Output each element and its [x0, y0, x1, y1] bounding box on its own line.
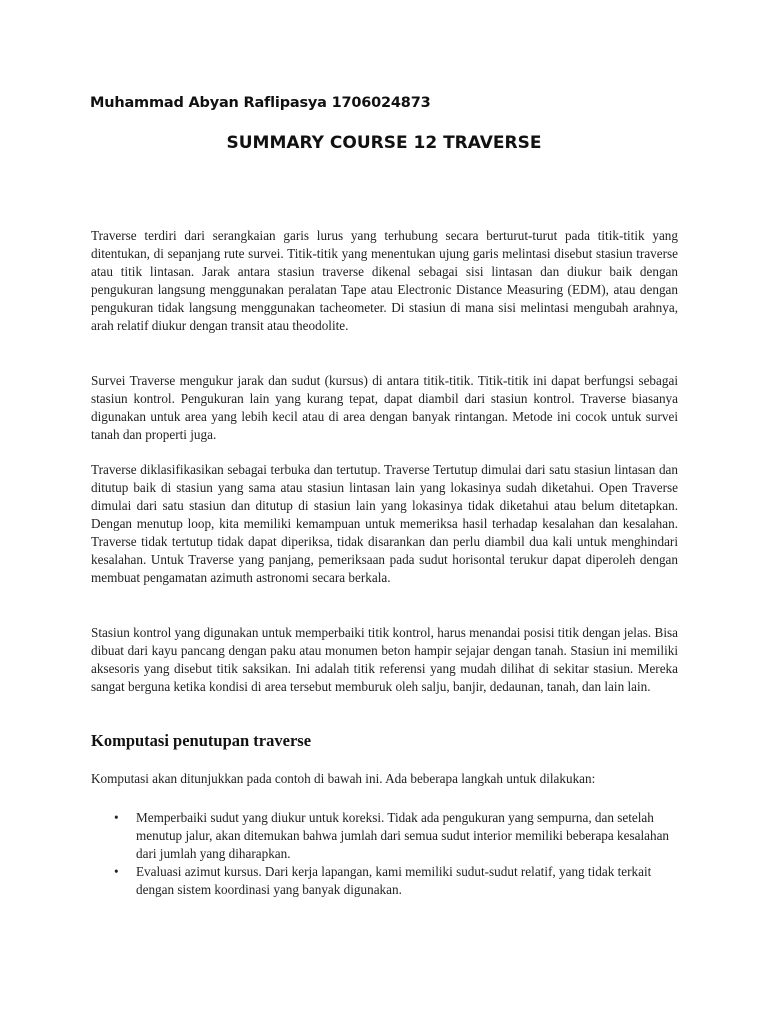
paragraph-control-stations: Stasiun kontrol yang digunakan untuk memperbaiki titik kontrol, harus menandai posisi titik dengan jelas. Bisa dibuat dari kayu pancang dengan paku atau monumen beton hampir sejajar dengan tanah. Stasiun ini memiliki aksesoris yang disebut titik saksikan. Ini adalah titik referensi yang mudah dilihat di sekitar stasiun. Mereka sangat berguna ketika kondisi di area tersebut memburuk oleh salju, banjir, dedaunan, tanah, dan lain lain.: [91, 625, 678, 694]
list-item-text: Evaluasi azimut kursus. Dari kerja lapangan, kami memiliki sudut-sudut relatif, yang tidak terkait dengan sistem koordinasi yang banyak digunakan.: [136, 864, 652, 897]
paragraph-classification: Traverse diklasifikasikan sebagai terbuka dan tertutup. Traverse Tertutup dimulai dari satu stasiun lintasan dan ditutup baik di stasiun yang sama atau stasiun lintasan lain yang lokasinya sudah diketahui. Open Traverse dimulai dari satu stasiun dan ditutup di stasiun lain yang lokasinya tidak diketahui atau belum ditetapkan. Dengan menutup loop, kita memiliki kemampuan untuk memeriksa hasil terhadap kesalahan dan kesalahan. Traverse tidak tertutup tidak dapat diperiksa, tidak disarankan dan perlu diambil dua kali untuk menghindari kesalahan. Untuk Traverse yang panjang, pemeriksaan pada sudut horisontal terukur dapat diperoleh dengan membuat pengamatan azimuth astronomi secara berkala.: [91, 462, 678, 585]
section-heading: Komputasi penutupan traverse: [91, 731, 312, 750]
list-item: [91, 809, 671, 863]
list-item-text: Memperbaiki sudut yang diukur untuk koreksi. Tidak ada pengukuran yang sempurna, dan setelah menutup jalur, akan ditemukan bahwa jumlah dari semua sudut interior memiliki beberapa kesalahan dari jumlah yang diharapkan.: [136, 810, 670, 861]
paragraph-survey: Survei Traverse mengukur jarak dan sudut (kursus) di antara titik-titik. Titik-titik ini dapat berfungsi sebagai stasiun kontrol. Pengukuran lain yang kurang tepat, dapat diambil dari stasiun kontrol. Traverse biasanya digunakan untuk area yang lebih kecil atau di area dengan banyak rintangan. Metode ini cocok untuk survei tanah dan properti juga.: [91, 373, 678, 442]
list-item: [91, 863, 671, 899]
paragraph-definition: Traverse terdiri dari serangkaian garis lurus yang terhubung secara berturut-turut pada titik-titik yang ditentukan, di sepanjang rute survei. Titik-titik yang menentukan ujung garis melintasi disebut stasiun traverse atau titik lintasan. Jarak antara stasiun traverse dikenal sebagai sisi lintasan dan diukur baik dengan pengukuran langsung menggunakan peralatan Tape atau Electronic Distance Measuring (EDM), atau dengan pengukuran tidak langsung menggunakan tacheometer. Di stasiun di mana sisi melintasi mengubah arahnya, arah relatif diukur dengan transit atau theodolite.: [91, 228, 678, 333]
bullet-icon: •: [114, 864, 119, 879]
document-title: SUMMARY COURSE 12 TRAVERSE: [226, 133, 542, 153]
bullet-icon: •: [114, 810, 119, 825]
author-line: Muhammad Abyan Raflipasya 1706024873: [90, 95, 431, 111]
steps-list: [91, 809, 671, 899]
section-intro: Komputasi akan ditunjukkan pada contoh di bawah ini. Ada beberapa langkah untuk dilakukan:: [91, 771, 596, 786]
